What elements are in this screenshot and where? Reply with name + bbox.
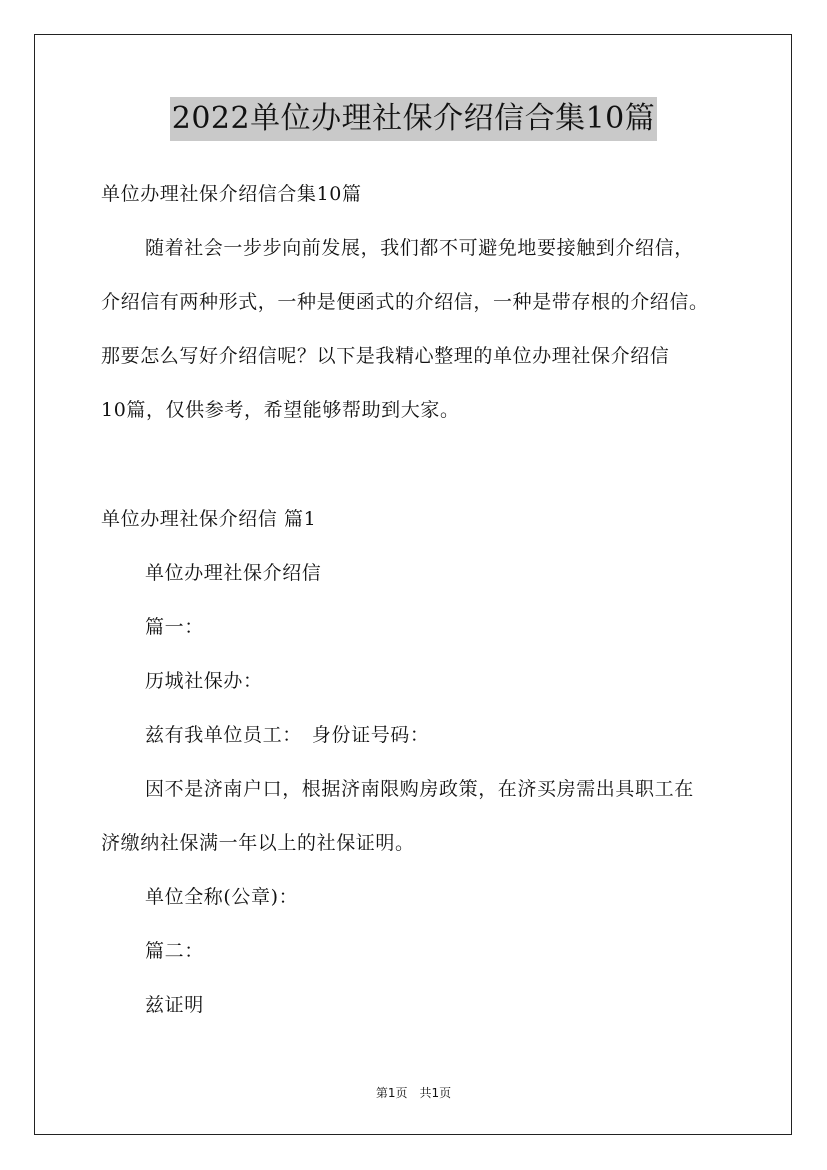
recipient: 历城社保办：	[145, 670, 263, 692]
company-seal-line: 单位全称(公章)：	[145, 886, 299, 908]
reason-line-1: 因不是济南户口，根据济南限购房政策，在济买房需出具职工在	[145, 778, 694, 800]
title-wrapper	[0, 97, 827, 141]
part-one-label: 篇一：	[145, 616, 204, 638]
intro-line-1: 随着社会一步步向前发展，我们都不可避免地要接触到介绍信，	[145, 237, 694, 259]
intro-line-4: 10篇，仅供参考，希望能够帮助到大家。	[101, 399, 460, 421]
document-title: 2022单位办理社保介绍信合集10篇	[170, 97, 658, 141]
page-footer: 第1页 共1页	[375, 1086, 452, 1100]
reason-line-2: 济缴纳社保满一年以上的社保证明。	[101, 832, 415, 854]
intro-line-2: 介绍信有两种形式，一种是便函式的介绍信，一种是带存根的介绍信。	[101, 291, 709, 313]
intro-line-3: 那要怎么写好介绍信呢？以下是我精心整理的单位办理社保介绍信	[101, 345, 670, 367]
employee-line: 兹有我单位员工： 身份证号码：	[145, 724, 430, 746]
section-heading: 单位办理社保介绍信 篇1	[101, 508, 317, 530]
subtitle: 单位办理社保介绍信合集10篇	[101, 183, 362, 205]
part-two-label: 篇二：	[145, 940, 204, 962]
certify-line: 兹证明	[145, 994, 204, 1016]
letter-title: 单位办理社保介绍信	[145, 562, 322, 584]
